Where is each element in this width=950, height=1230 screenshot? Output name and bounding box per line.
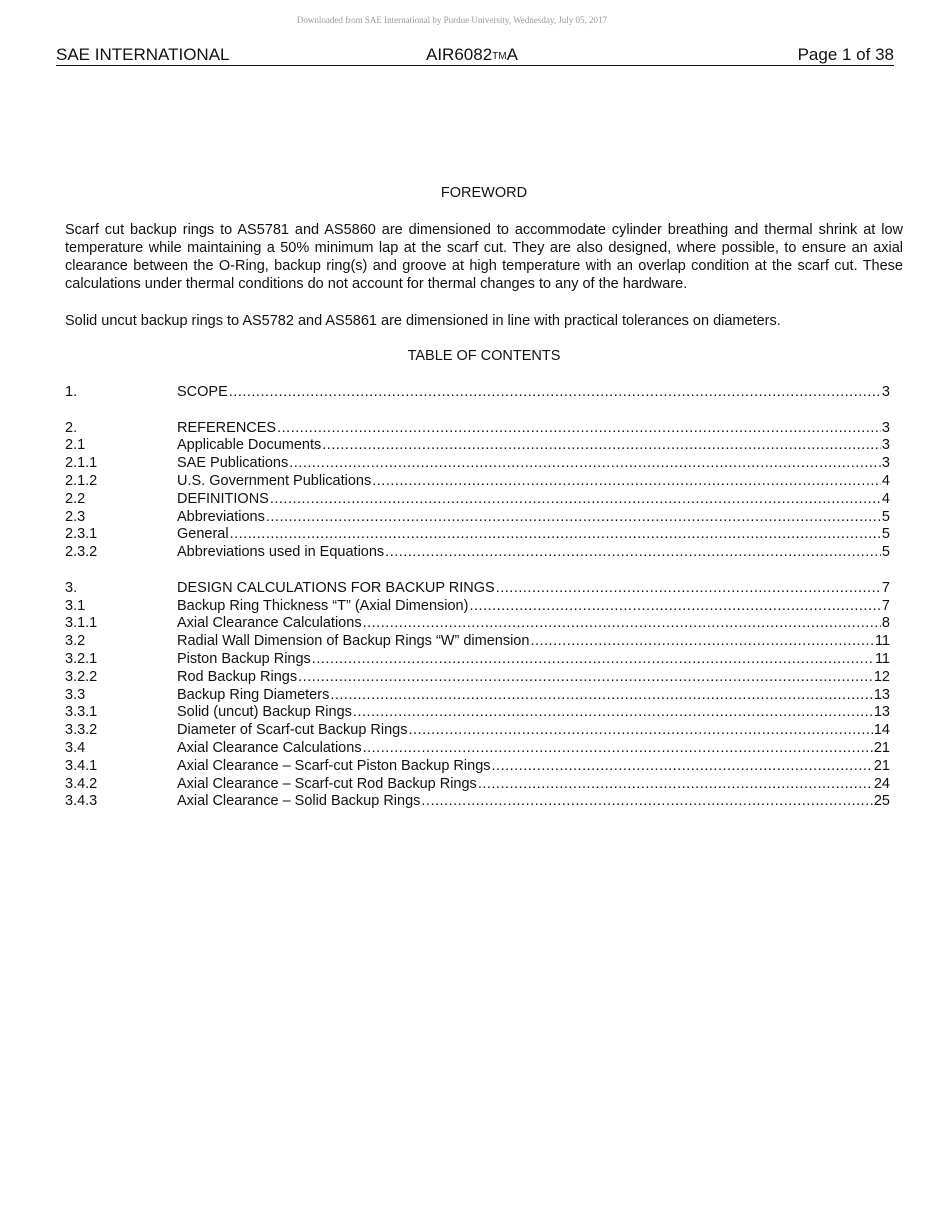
toc-entry-number: 2.3.2 (65, 544, 98, 561)
toc-dot-leader (408, 722, 872, 738)
toc-entry-page: 13 (873, 704, 890, 721)
toc-entry-title: General (177, 526, 229, 543)
toc-dot-leader (330, 687, 873, 703)
toc-entry-title: Axial Clearance Calculations (177, 615, 362, 632)
toc-entry-page: 12 (873, 668, 890, 685)
toc-entry-page: 24 (873, 775, 890, 792)
toc-entry-page: 11 (874, 650, 890, 667)
toc-entry-title: Rod Backup Rings (177, 668, 298, 685)
toc-entry-page: 5 (881, 526, 890, 543)
toc-entry-number: 3.2.2 (65, 668, 98, 685)
toc-entry[interactable] (65, 722, 890, 740)
toc-entry-title: Axial Clearance Calculations (177, 739, 362, 756)
foreword-paragraph-2: Solid uncut backup rings to AS5782 and AS5861 are dimensioned in line with practical tolerances on diameters. (65, 313, 781, 329)
toc-entry[interactable] (65, 669, 890, 687)
toc-entry-page: 21 (873, 757, 890, 774)
toc-dot-leader (277, 420, 881, 436)
toc-entry-page: 3 (881, 437, 890, 454)
toc-dot-leader (363, 615, 881, 631)
toc-entry[interactable] (65, 544, 890, 562)
toc-entry-title: Abbreviations (177, 508, 265, 525)
toc-entry-number: 2.1.1 (65, 455, 98, 472)
toc-entry-number: 2.3.1 (65, 526, 98, 543)
toc-dot-leader (385, 544, 881, 560)
toc-dot-leader (469, 598, 880, 614)
trademark-mark: TM (492, 51, 507, 62)
toc-entry[interactable] (65, 509, 890, 527)
toc-entry-number: 3.1 (65, 597, 86, 614)
document-id (426, 45, 518, 65)
toc-entry-title: Piston Backup Rings (177, 650, 311, 667)
toc-entry-title: Radial Wall Dimension of Backup Rings “W” dimension (177, 633, 530, 650)
toc-entry-number: 2.1 (65, 437, 86, 454)
toc-entry-page: 25 (873, 793, 890, 810)
toc-entry-number: 2. (65, 419, 78, 436)
toc-entry-title: Backup Ring Diameters (177, 686, 330, 703)
toc-dot-leader (363, 740, 873, 756)
foreword-paragraph-1: Scarf cut backup rings to AS5781 and AS5860 are dimensioned to accommodate cylinder breathing and thermal shrink at low temperature while maintaining a 50% minimum lap at the scarf cut. They are also designed, where possible, to ensure an axial clearance between the O-Ring, backup ring(s) and groove at high temperature with an overlap condition at the scarf cut. These calculations under thermal conditions do not account for thermal changes to any of the hardware. (65, 222, 903, 292)
toc-entry[interactable] (65, 384, 890, 402)
toc-entry-page: 5 (881, 508, 890, 525)
toc-entry[interactable] (65, 598, 890, 616)
toc-entry-number: 2.2 (65, 490, 86, 507)
toc-entry-page: 3 (881, 384, 890, 400)
toc-entry-title: Diameter of Scarf-cut Backup Rings (177, 722, 408, 739)
foreword-heading: FOREWORD (440, 185, 528, 201)
toc-entry[interactable] (65, 740, 890, 758)
toc-dot-leader (372, 473, 881, 489)
toc-entry-number: 3.1.1 (65, 615, 98, 632)
toc-entry-title: Axial Clearance – Scarf-cut Piston Backup Rings (177, 757, 491, 774)
table-of-contents (65, 384, 890, 811)
toc-entry-title: Axial Clearance – Solid Backup Rings (177, 793, 421, 810)
toc-entry-page: 7 (881, 579, 890, 596)
download-watermark: Downloaded from SAE International by Purdue University, Wednesday, July 05, 2017 (296, 15, 608, 25)
toc-entry[interactable] (65, 473, 890, 491)
toc-entry[interactable] (65, 758, 890, 776)
toc-dot-leader (478, 776, 873, 792)
toc-entry-title: Solid (uncut) Backup Rings (177, 704, 352, 721)
toc-entry[interactable] (65, 793, 890, 811)
toc-dot-leader (270, 491, 881, 507)
toc-entry-page: 3 (881, 455, 890, 472)
toc-entry-title: REFERENCES (177, 419, 277, 436)
toc-dot-leader (312, 651, 874, 667)
page-header (56, 45, 894, 66)
toc-entry-number: 3.4.2 (65, 775, 98, 792)
toc-entry-number: 3.3.1 (65, 704, 98, 721)
toc-entry-page: 7 (881, 597, 890, 614)
toc-entry-page: 4 (881, 472, 890, 489)
toc-entry[interactable] (65, 704, 890, 722)
toc-entry-title: SAE Publications (177, 455, 289, 472)
document-id-suffix: A (506, 45, 518, 64)
toc-entry-page: 8 (881, 615, 890, 632)
toc-entry-number: 2.1.2 (65, 472, 98, 489)
toc-dot-leader (492, 758, 873, 774)
toc-entry[interactable] (65, 615, 890, 633)
toc-entry[interactable] (65, 633, 890, 651)
toc-dot-leader (266, 509, 881, 525)
toc-entry-number: 2.3 (65, 508, 86, 525)
toc-dot-leader (530, 633, 874, 649)
toc-entry[interactable] (65, 651, 890, 669)
toc-entry[interactable] (65, 687, 890, 705)
toc-entry-number: 3.3.2 (65, 722, 98, 739)
toc-dot-leader (421, 793, 872, 809)
toc-entry[interactable] (65, 491, 890, 509)
toc-entry-number: 3. (65, 579, 78, 596)
toc-entry-title: SCOPE (177, 384, 228, 400)
toc-entry-page: 3 (881, 419, 890, 436)
toc-entry-number: 3.4.3 (65, 793, 98, 810)
toc-entry-title: Applicable Documents (177, 437, 322, 454)
toc-entry-number: 3.4.1 (65, 757, 98, 774)
toc-entry[interactable] (65, 437, 890, 455)
toc-entry-title: Backup Ring Thickness “T” (Axial Dimension) (177, 597, 469, 614)
toc-dot-leader (298, 669, 873, 685)
publisher-name: SAE INTERNATIONAL (56, 45, 230, 64)
toc-entry[interactable] (65, 420, 890, 438)
toc-entry-page: 4 (881, 490, 890, 507)
toc-entry[interactable] (65, 455, 890, 473)
toc-entry-title: DEFINITIONS (177, 490, 269, 507)
toc-entry-number: 1. (65, 384, 78, 400)
page-number: Page 1 of 38 (797, 45, 894, 64)
toc-entry-title: Axial Clearance – Scarf-cut Rod Backup Rings (177, 775, 477, 792)
toc-entry-title: U.S. Government Publications (177, 472, 372, 489)
toc-entry-number: 3.4 (65, 739, 86, 756)
toc-dot-leader (289, 455, 881, 471)
document-id-base: AIR6082 (426, 45, 493, 64)
toc-entry-page: 21 (873, 739, 890, 756)
toc-dot-leader (353, 704, 873, 720)
toc-dot-leader (230, 526, 881, 542)
toc-entry-page: 5 (881, 544, 890, 561)
toc-dot-leader (229, 384, 881, 400)
toc-entry-page: 13 (873, 686, 890, 703)
toc-entry[interactable] (65, 776, 890, 794)
toc-dot-leader (496, 580, 881, 596)
toc-entry-title: DESIGN CALCULATIONS FOR BACKUP RINGS (177, 579, 495, 596)
toc-dot-leader (322, 437, 881, 453)
toc-entry[interactable] (65, 526, 890, 544)
toc-entry-title: Abbreviations used in Equations (177, 544, 385, 561)
toc-heading: TABLE OF CONTENTS (407, 348, 561, 364)
toc-entry-number: 3.2.1 (65, 650, 98, 667)
toc-entry-number: 3.3 (65, 686, 86, 703)
toc-entry[interactable] (65, 580, 890, 598)
toc-entry-page: 11 (874, 633, 890, 650)
toc-entry-page: 14 (873, 722, 890, 739)
toc-entry-number: 3.2 (65, 633, 86, 650)
